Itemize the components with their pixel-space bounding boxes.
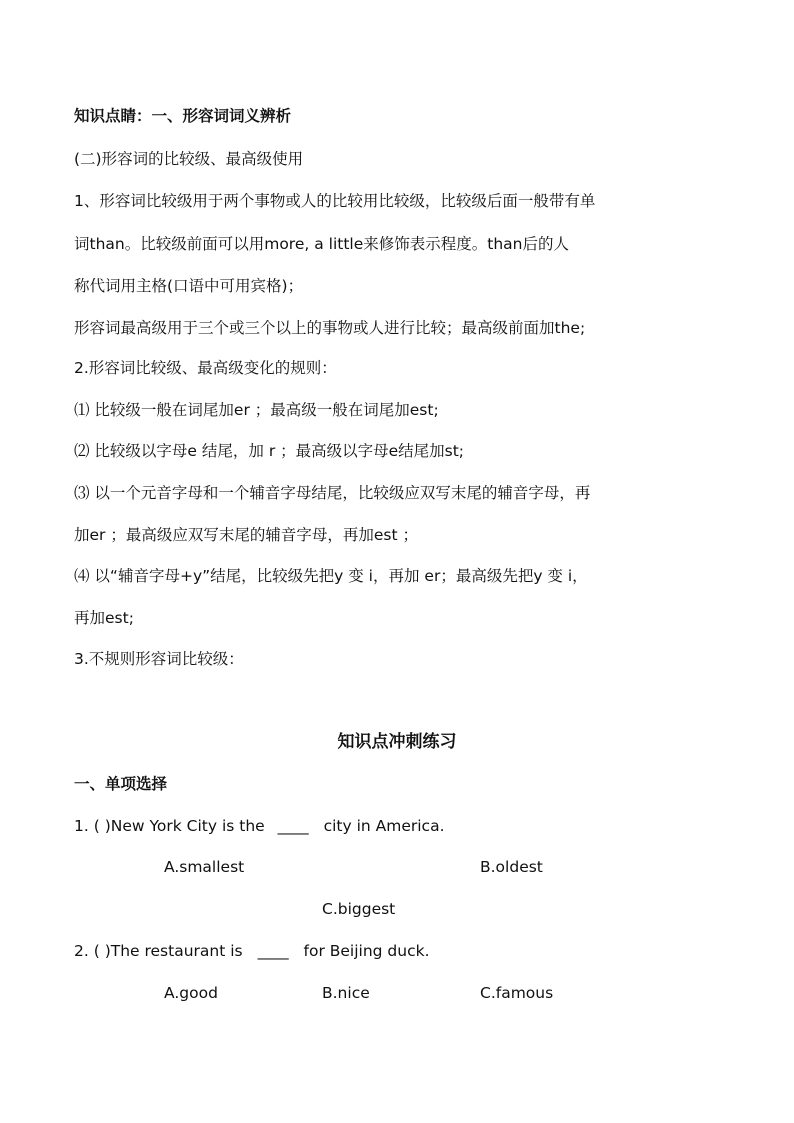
question-1-prefix: 1. ( )New York City is the bbox=[74, 817, 265, 835]
exercise-title: 知识点冲刺练习 bbox=[337, 732, 457, 752]
rule2-item1: ⑴ 比较级一般在词尾加er ；最高级一般在词尾加est; bbox=[74, 401, 439, 419]
rule1-line3: 称代词用主格(口语中可用宾格)； bbox=[74, 277, 304, 295]
question-1-option-a: A.smallest bbox=[164, 858, 245, 876]
question-2-prefix: 2. ( )The restaurant is bbox=[74, 942, 243, 960]
question-2-blank: ____ bbox=[257, 942, 289, 960]
superlative-rule: 形容词最高级用于三个或三个以上的事物或人进行比较；最高级前面加the; bbox=[74, 319, 586, 337]
rule1-line1: 1、形容词比较级用于两个事物或人的比较用比较级，比较级后面一般带有单 bbox=[74, 192, 596, 210]
question-1-option-b: B.oldest bbox=[480, 858, 543, 876]
rule2-item4-line2: 再加est; bbox=[74, 609, 134, 627]
rule3-title: 3.不规则形容词比较级： bbox=[74, 650, 244, 668]
rule2-item4-line1: ⑷ 以“辅音字母+y”结尾，比较级先把y 变 i，再加 er；最高级先把y 变 i， bbox=[74, 567, 588, 585]
rule2-item3-line1: ⑶ 以一个元音字母和一个辅音字母结尾，比较级应双写末尾的辅音字母，再 bbox=[74, 484, 591, 502]
rule2-item3-line2: 加er ；最高级应双写末尾的辅音字母，再加est ； bbox=[74, 526, 418, 544]
question-2-suffix: for Beijing duck. bbox=[303, 942, 430, 960]
question-2-stem bbox=[74, 941, 430, 961]
question-2-option-b: B.nice bbox=[322, 984, 370, 1002]
exercise-section-title: 一、单项选择 bbox=[74, 775, 168, 793]
knowledge-header: 知识点睛：一、形容词词义辨析 bbox=[74, 107, 292, 125]
rule1-line2: 词than。比较级前面可以用more, a little来修饰表示程度。than后的人 bbox=[74, 235, 569, 253]
question-1-stem bbox=[74, 816, 445, 836]
rule2-title: 2.形容词比较级、最高级变化的规则： bbox=[74, 359, 337, 377]
question-1-suffix: city in America. bbox=[323, 817, 445, 835]
rule2-item2: ⑵ 比较级以字母e 结尾，加 r ；最高级以字母e结尾加st; bbox=[74, 442, 465, 460]
question-1-blank: ____ bbox=[277, 817, 309, 835]
question-2-option-c: C.famous bbox=[480, 984, 554, 1002]
section2-title: (二)形容词的比较级、最高级使用 bbox=[74, 150, 304, 168]
question-2-option-a: A.good bbox=[164, 984, 218, 1002]
question-1-option-c: C.biggest bbox=[322, 900, 396, 918]
